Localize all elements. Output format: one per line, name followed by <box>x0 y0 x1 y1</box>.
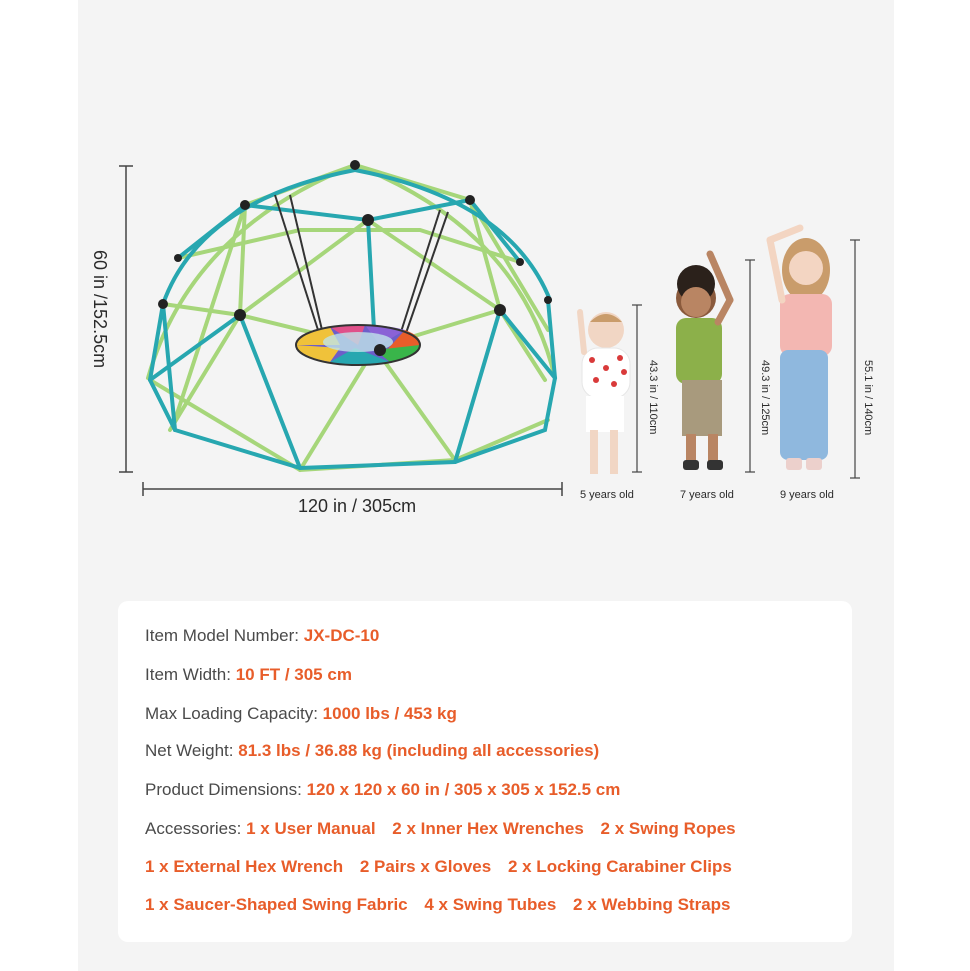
saucer-swing <box>296 325 420 365</box>
child-5-years <box>580 312 630 474</box>
spec-capacity-label: Max Loading Capacity: <box>145 704 318 723</box>
dome-frame <box>148 165 555 470</box>
width-dimension-label: 120 in / 305cm <box>298 496 417 516</box>
spec-card <box>118 601 852 942</box>
spec-accessories-row-2 <box>145 857 744 877</box>
child-7-years <box>676 254 730 470</box>
child-5-height-line <box>632 305 642 472</box>
child-7-height-line <box>745 260 755 472</box>
spec-dimensions-label: Product Dimensions: <box>145 780 302 799</box>
spec-weight-row <box>145 741 599 761</box>
spec-width-label: Item Width: <box>145 665 231 684</box>
child-7-age-label: 7 years old <box>680 489 734 501</box>
spec-weight-label: Net Weight: <box>145 741 234 760</box>
accessory-item: 2 x Locking Carabiner Clips <box>507 857 732 876</box>
spec-dimensions-row <box>145 780 620 800</box>
accessory-item: 4 x Swing Tubes <box>424 895 557 914</box>
accessory-item: 2 x Webbing Straps <box>573 895 731 914</box>
spec-accessories-label: Accessories: <box>145 819 242 838</box>
swing-ropes <box>275 195 448 336</box>
child-7-height-label: 49.3 in / 125cm <box>759 360 771 436</box>
child-9-age-label: 9 years old <box>780 489 834 501</box>
accessory-item: 1 x External Hex Wrench <box>145 857 344 876</box>
accessory-item: 2 x Inner Hex Wrenches <box>392 819 584 838</box>
spec-accessories-row-1 <box>145 819 748 839</box>
child-9-height-line <box>850 240 860 478</box>
child-5-age-label: 5 years old <box>580 489 634 501</box>
spec-dimensions-value: 120 x 120 x 60 in / 305 x 305 x 152.5 cm <box>306 780 621 799</box>
child-9-height-label: 55.1 in / 140cm <box>862 360 874 436</box>
accessory-item: 1 x User Manual <box>246 819 376 838</box>
height-dimension-label: 60 in /152.5cm <box>90 250 110 369</box>
accessory-item: 1 x Saucer-Shaped Swing Fabric <box>145 895 408 914</box>
child-5-height-label: 43.3 in / 110cm <box>647 360 659 435</box>
child-9-years <box>770 228 832 470</box>
spec-capacity-value: 1000 lbs / 453 kg <box>322 704 457 723</box>
spec-model-value: JX-DC-10 <box>303 626 380 645</box>
spec-weight-value: 81.3 lbs / 36.88 kg (including all accessories) <box>238 741 600 760</box>
spec-width-row <box>145 665 352 685</box>
spec-model-label: Item Model Number: <box>145 626 299 645</box>
accessory-item: 2 x Swing Ropes <box>600 819 736 838</box>
accessory-item: 2 Pairs x Gloves <box>359 857 492 876</box>
spec-width-value: 10 FT / 305 cm <box>235 665 352 684</box>
spec-model-row <box>145 626 379 646</box>
spec-capacity-row <box>145 704 457 724</box>
spec-accessories-row-3 <box>145 895 743 915</box>
